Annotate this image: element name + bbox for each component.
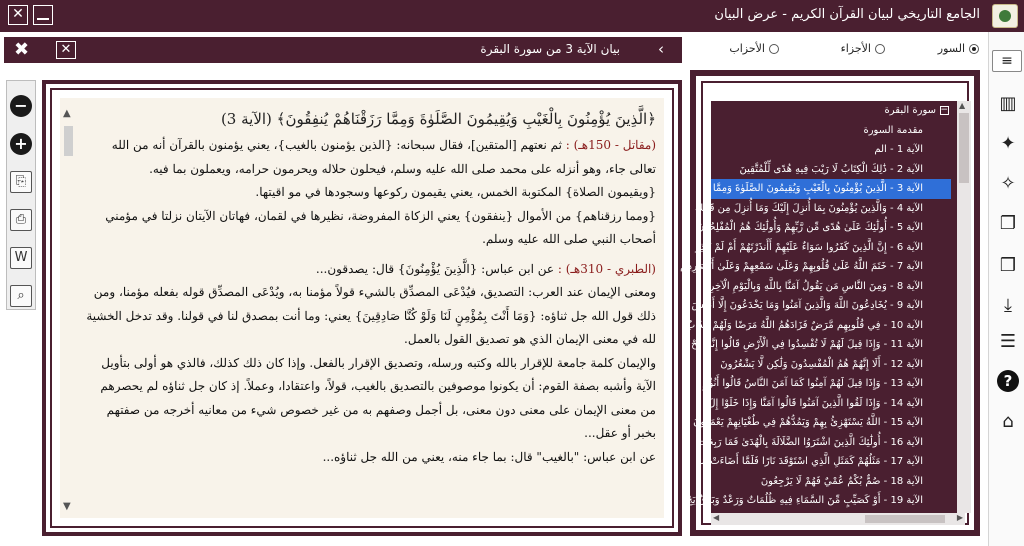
tafsir-text (82, 104, 656, 518)
reader-content (60, 98, 664, 518)
copy-button[interactable]: ⎘ (10, 171, 32, 193)
close-reader-button[interactable]: ✕ (56, 41, 76, 59)
reader-toolbar (6, 80, 36, 310)
chevron-left-icon[interactable]: ‹ (658, 40, 664, 58)
paragraph (82, 446, 656, 470)
tree-item[interactable]: الآية 6 - إِنَّ الَّذِينَ كَفَرُوا سَوَاءٌ عَلَيْهِمْ أَأَنذَرْتَهُمْ أَمْ لَمْ تُنذِرْ (695, 241, 923, 253)
window-title: الجامع التاريخي لبيان القرآن الكريم - عرض البيان (714, 7, 980, 22)
scroll-thumb[interactable] (959, 113, 969, 183)
window-close-button[interactable]: ✕ (8, 5, 28, 25)
open-book-icon[interactable]: ❐ (999, 213, 1017, 234)
tree-items (680, 101, 951, 511)
division-filter (700, 40, 985, 60)
scroll-right-icon[interactable]: ▶ (956, 513, 963, 522)
paragraph-text: ثم نعتهم [المتقين]، فقال سبحانه: {الذين يؤمنون بالغيب}، يعني يؤمنون بالقرآن أنه من الله تعالى جاء، وهو أنزله على محمد صلى الله عليه وسلم، فيحلون حلاله ويحرمون حرامه، ويعملون بما فيه. (111, 138, 656, 176)
tree-item[interactable]: الآية 17 - مَثَلُهُمْ كَمَثَلِ الَّذِي اسْتَوْقَدَ نَارًا فَلَمَّا أَضَاءَتْ مَا (698, 456, 923, 467)
radio-juz[interactable] (841, 42, 885, 55)
radio-label: الأجزاء (840, 42, 871, 55)
tree-item[interactable]: الآية 13 - وَإِذَا قِيلَ لَهُمْ آمِنُوا كَمَا آمَنَ النَّاسُ قَالُوا أَنُؤْمِ (702, 378, 923, 389)
scroll-down-icon[interactable]: ▼ (63, 501, 71, 512)
notes-icon[interactable]: ☰ (999, 331, 1017, 352)
open-book-blue-icon[interactable]: ❒ (999, 255, 1017, 276)
paragraph-text: ومعنى الإيمان عند العرب: التصديق، فيُدْعَى المصدِّق بالشيء قولاً مؤمنا به، ويُدْعَى المصدِّق قوله بفعله مؤمنا، ومن ذلك قول الله جل ثناؤه: {وَمَا أَنْتَ بِمُؤْمِنٍ لَنَا وَلَوْ كُنَّا صَادِقِينَ} يعني: وما أنت بمصدق لنا في قولنا. وقد تدخل الخشية لله في معنى الإيمان الذي هو تصديق القول بالعمل. (86, 285, 656, 346)
tree-item[interactable]: الآية 1 - الم (874, 144, 923, 155)
paragraph-text: {ومما رزقناهم} من الأموال {ينفقون} يعني الزكاة المفروضة، نظيرها في لقمان، فهاتان الآيتان نزلتا في مؤمني أصحاب النبي صلى الله عليه وسلم. (105, 208, 656, 246)
tree-item[interactable]: الآية 14 - وَإِذَا لَقُوا الَّذِينَ آمَنُوا قَالُوا آمَنَّا وَإِذَا خَلَوْا إِلَ (708, 397, 923, 409)
radio-surahs[interactable] (938, 42, 979, 55)
zoom-in-button[interactable]: + (10, 133, 32, 155)
paragraph (82, 134, 656, 181)
tree-frame (680, 70, 980, 536)
tree-root-label: سورة البقرة (884, 105, 936, 116)
tree-item[interactable]: الآية 2 - ذَٰلِكَ الْكِتَابُ لَا رَيْبَ فِيهِ هُدًى لِّلْمُتَّقِينَ (739, 163, 923, 175)
reader-title: بيان الآية 3 من سورة البقرة (480, 42, 620, 56)
paragraph (82, 205, 656, 252)
search-button[interactable]: ⌕ (10, 285, 32, 307)
tree-item[interactable]: الآية 18 - صُمٌّ بُكْمٌ عُمْيٌ فَهُمْ لَا يَرْجِعُونَ (760, 475, 923, 487)
scroll-left-icon[interactable]: ◀ (713, 513, 720, 522)
tree-inner-frame (680, 81, 969, 525)
scroll-up-icon[interactable]: ▲ (63, 108, 71, 119)
window-minimize-button[interactable] (33, 5, 53, 25)
reader-frame (42, 80, 682, 536)
radio-label: السور (937, 42, 965, 55)
tree-item[interactable]: الآية 12 - أَلَا إِنَّهُمْ هُمُ الْمُفْسِدُونَ وَلَٰكِن لَّا يَشْعُرُونَ (720, 358, 923, 370)
reader-header (4, 37, 682, 63)
tree-item[interactable]: الآية 19 - أَوْ كَصَيِّبٍ مِّنَ السَّمَاءِ فِيهِ ظُلُمَاتٌ وَرَعْدٌ وَبَرْقٌ يَجْ (686, 495, 923, 506)
paragraph-text: عن ابن عباس: "بالغيب" قال: بما جاء منه، يعني من الله جل ثناؤه... (322, 449, 656, 464)
tree-item[interactable]: الآية 10 - فِي قُلُوبِهِم مَّرَضٌ فَزَادَهُمُ اللَّهُ مَرَضًا وَلَهُمْ عَذَابٌ (685, 319, 923, 331)
tree-item[interactable]: الآية 16 - أُولَٰئِكَ الَّذِينَ اشْتَرَوُا الضَّلَالَةَ بِالْهُدَىٰ فَمَا رَبِحَت (697, 436, 923, 448)
tree-item[interactable]: مقدمة السورة (863, 124, 923, 136)
download-icon[interactable]: ⤓ (1004, 295, 1012, 316)
paragraph-text: والإيمان كلمة جامعة للإقرار بالله وكتبه ورسله، وتصديق الإقرار بالفعل. وإذا كان ذلك كذلك، فالذي هو أولى بتأويل الآية وأشبه بصفة القوم: أن يكونوا موصوفين بالتصديق بالغيب، قولاً، واعتقادا، وعملاً. إذ كان جل ثناؤه لم يحصرهم من معنى الإيمان على معنى دون معنى، بل أجمل وصفهم به من غير خصوص شيء من معانيه أخرجه من صفتهم بخبر أو عقل... (100, 355, 656, 440)
scroll-up-icon[interactable]: ▲ (959, 101, 966, 110)
print-button[interactable]: ⎙ (10, 209, 32, 231)
tree-hscrollbar[interactable] (711, 513, 965, 525)
paragraph-text: {ويقيمون الصلاة} المكتوبة الخمس، يعني يقيمون ركوعها وسجودها في مو اقيتها. (255, 185, 656, 199)
paragraph (82, 258, 656, 282)
radio-label: الأحزاب (729, 42, 765, 55)
paragraph (82, 281, 656, 352)
paragraph (82, 181, 656, 205)
radio-dot[interactable] (969, 44, 979, 54)
radio-dot[interactable] (875, 44, 885, 54)
tree-item[interactable]: الآية 8 - وَمِنَ النَّاسِ مَن يَقُولُ آمَنَّا بِاللَّهِ وَبِالْيَوْمِ الْآخِرِ (709, 280, 923, 292)
title-bar (0, 0, 1024, 32)
quran-stand-icon[interactable]: ✧ (1000, 173, 1016, 194)
mosque-icon[interactable]: ⌂ (1002, 411, 1014, 432)
paragraph (82, 352, 656, 446)
scroll-thumb[interactable] (64, 126, 73, 156)
ayah-heading: ﴿الَّذِينَ يُؤْمِنُونَ بِالْغَيْبِ وَيُقِيمُونَ الصَّلَوٰةَ وَمِمَّا رَزَقْنَاهُمْ يُنفِقُونَ﴾ (الآية 3) (220, 110, 656, 128)
tree-item[interactable]: الآية 9 - يُخَادِعُونَ اللَّهَ وَالَّذِينَ آمَنُوا وَمَا يَخْدَعُونَ إِلَّا أَنفُسَ (691, 300, 923, 311)
app-logo-icon (992, 4, 1018, 28)
source-label: (الطبري - 310هـ) : (557, 261, 656, 276)
tree-item[interactable]: الآية 4 - وَالَّذِينَ يُؤْمِنُونَ بِمَا أُنزِلَ إِلَيْكَ وَمَا أُنزِلَ مِن قَبْلِكَ (694, 202, 923, 214)
zoom-out-button[interactable]: − (10, 95, 32, 117)
right-sidebar (988, 32, 1024, 546)
reader-scrollbar[interactable] (60, 98, 76, 518)
reader-inner-frame (50, 88, 674, 528)
hamburger-menu-icon[interactable]: ≡ (992, 50, 1022, 72)
open-quran-icon[interactable]: ✦ (1000, 133, 1016, 154)
tree-item[interactable]: الآية 15 - اللَّهُ يَسْتَهْزِئُ بِهِمْ وَيَمُدُّهُمْ فِي طُغْيَانِهِمْ يَعْمَهُونَ (693, 417, 923, 428)
export-word-button[interactable]: W (10, 247, 32, 269)
radio-dot[interactable] (769, 44, 779, 54)
tree-item[interactable]: الآية 3 - الَّذِينَ يُؤْمِنُونَ بِالْغَيْبِ وَيُقِيمُونَ الصَّلَوٰةَ وَمِمَّا رَ (711, 179, 951, 199)
radio-hizb[interactable] (729, 42, 779, 55)
tree-item[interactable]: الآية 7 - خَتَمَ اللَّهُ عَلَىٰ قُلُوبِهِمْ وَعَلَىٰ سَمْعِهِمْ وَعَلَىٰ أَبْصَارِهِمْ (680, 261, 923, 272)
tree-root-surah[interactable] (711, 101, 951, 121)
surah-tree[interactable] (680, 101, 966, 513)
tree-item[interactable]: الآية 11 - وَإِذَا قِيلَ لَهُمْ لَا تُفْسِدُوا فِي الْأَرْضِ قَالُوا إِنَّمَا نَحْ (691, 339, 923, 350)
hscroll-thumb[interactable] (865, 515, 945, 523)
collapse-icon[interactable]: − (940, 104, 948, 115)
tree-scrollbar[interactable] (957, 101, 971, 513)
help-icon[interactable]: ? (997, 370, 1019, 392)
library-icon[interactable]: ▥ (999, 93, 1017, 114)
cross-tools-icon[interactable]: ✖ (14, 39, 30, 60)
tree-item[interactable]: الآية 5 - أُولَٰئِكَ عَلَىٰ هُدًى مِّن رَّبِّهِمْ وَأُولَٰئِكَ هُمُ الْمُفْلِحُونَ (696, 222, 923, 233)
paragraph-text: عن ابن عباس: {الَّذِينَ يُؤْمِنُونَ} قال: يصدقون... (315, 261, 558, 276)
source-label: (مقاتل - 150هـ) : (565, 138, 656, 152)
